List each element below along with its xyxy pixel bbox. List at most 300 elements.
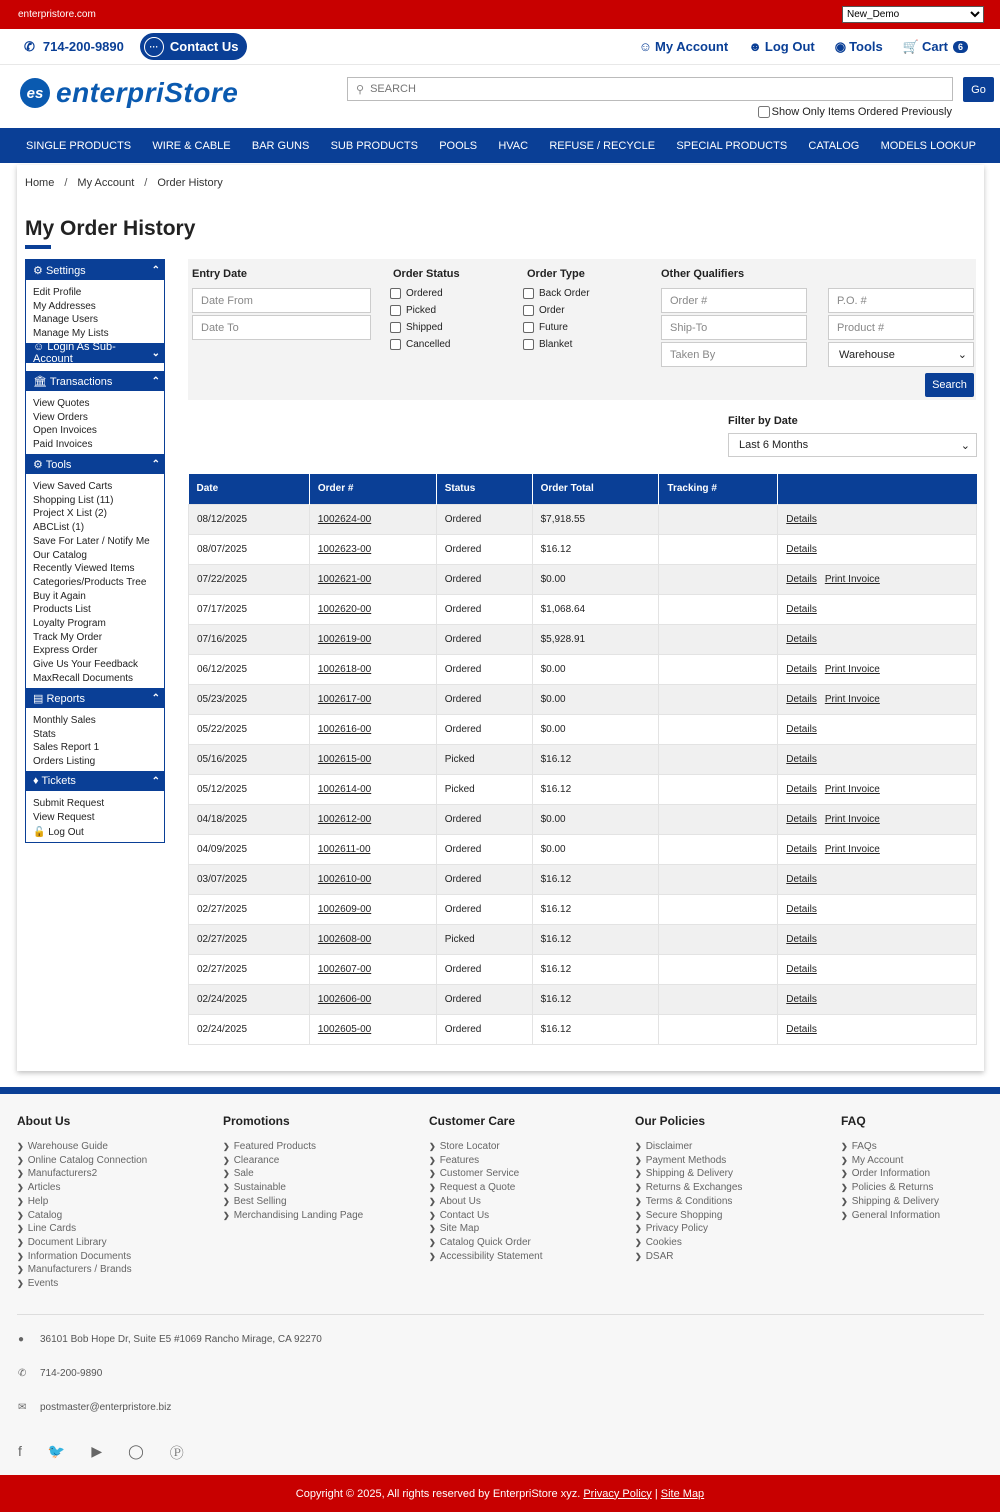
order-total: $0.00 (532, 654, 659, 684)
footer-link[interactable]: ❯ DSAR (635, 1250, 742, 1264)
order-number-link[interactable]: 1002616-00 (317, 723, 372, 735)
footer-link[interactable]: ❯ Store Locator (429, 1140, 543, 1154)
status-checkbox-shipped[interactable]: Shipped (390, 322, 443, 333)
column-header[interactable]: Tracking # (659, 474, 778, 504)
status-checkbox-cancelled[interactable]: Cancelled (390, 339, 450, 350)
sidebar-section-settings[interactable]: ⚙ Settings ⌃ (26, 260, 164, 280)
footer-link[interactable]: ❯ FAQs (841, 1140, 940, 1154)
privacy-policy-link[interactable]: Privacy Policy (583, 1487, 652, 1500)
youtube-icon[interactable]: ▶ (91, 1443, 103, 1459)
eye-icon: ◉ (834, 38, 847, 54)
user-x-icon: ☻ (748, 39, 762, 54)
order-actions (778, 594, 977, 624)
footer-link[interactable]: ❯ Clearance (223, 1154, 363, 1168)
order-status: Ordered (436, 804, 532, 834)
sidebar-item[interactable]: Products List (33, 604, 91, 616)
order-total: $0.00 (532, 834, 659, 864)
sidebar-item[interactable]: Manage My Lists (33, 328, 109, 340)
logo[interactable] (20, 77, 238, 109)
footer-link[interactable]: ❯ Cookies (635, 1236, 742, 1250)
order-number-link[interactable]: 1002607-00 (317, 963, 372, 975)
sidebar-item[interactable]: Project X List (2) (33, 508, 107, 520)
footer-link[interactable]: ❯ Online Catalog Connection (17, 1154, 147, 1168)
order-number-cell (309, 1014, 436, 1044)
sidebar-item[interactable]: Monthly Sales (33, 715, 96, 726)
sidebar-item[interactable]: Paid Invoices (33, 439, 93, 451)
sidebar-section-transactions[interactable]: 🏛 Transactions ⌃ (26, 371, 164, 391)
tracking-number (659, 654, 778, 684)
sidebar-item[interactable]: Loyalty Program (33, 618, 106, 630)
footer (0, 1087, 1000, 1475)
phone-link[interactable]: ✆ 714-200-9890 (24, 38, 124, 54)
social-links (18, 1443, 184, 1463)
site-domain: enterpristore.com (18, 9, 96, 20)
sidebar-item[interactable]: View Saved Carts (33, 481, 113, 492)
nav-item[interactable]: SPECIAL PRODUCTS (676, 139, 788, 152)
order-actions (778, 894, 977, 924)
tracking-number (659, 564, 778, 594)
sidebar-item[interactable]: Orders Listing (33, 756, 96, 768)
footer-link[interactable]: ❯ Information Documents (17, 1250, 147, 1264)
sidebar-section-reports[interactable]: ▤ Reports ⌃ (26, 688, 164, 708)
order-total: $1,068.64 (532, 594, 659, 624)
order-total: $5,928.91 (532, 624, 659, 654)
footer-link[interactable]: ❯ Accessibility Statement (429, 1250, 543, 1264)
order-filter-panel (188, 259, 976, 400)
order-number-cell (309, 624, 436, 654)
order-type-label: Order Type (527, 268, 585, 280)
order-number-cell (309, 564, 436, 594)
order-number-cell (309, 864, 436, 894)
footer-link[interactable]: ❯ Features (429, 1154, 543, 1168)
sidebar-section-tools[interactable]: ⚙ Tools ⌃ (26, 454, 164, 474)
order-number-link[interactable]: 1002617-00 (317, 693, 372, 705)
search-box (347, 77, 953, 101)
account-sidebar (25, 259, 165, 843)
instagram-icon[interactable]: ◯ (128, 1443, 144, 1459)
sidebar-item[interactable]: Edit Profile (33, 287, 82, 298)
order-status: Picked (436, 924, 532, 954)
cart-icon: 🛒 (902, 38, 919, 54)
previously-ordered-filter[interactable]: Show Only Items Ordered Previously (758, 106, 952, 118)
footer-link[interactable]: ❯ General Information (841, 1209, 940, 1223)
order-total: $16.12 (532, 1014, 659, 1044)
search-icon: ⚲ (356, 83, 365, 96)
order-actions (778, 804, 977, 834)
footer-link[interactable]: ❯ Featured Products (223, 1140, 363, 1154)
sidebar-item[interactable]: Open Invoices (33, 425, 97, 437)
details-link[interactable]: Details (786, 723, 817, 735)
details-link[interactable]: Details (786, 513, 817, 525)
nav-item[interactable]: REFUSE / RECYCLE (549, 139, 656, 152)
sidebar-item[interactable]: Categories/Products Tree (33, 576, 147, 588)
footer-link[interactable]: ❯ Order Information (841, 1167, 940, 1181)
order-status: Ordered (436, 504, 532, 534)
table-row (189, 864, 977, 894)
logo-text: enterpriStore (56, 77, 239, 108)
site-map-link[interactable]: Site Map (660, 1487, 705, 1500)
status-checkbox-picked[interactable]: Picked (390, 305, 436, 316)
search-input[interactable] (370, 83, 952, 95)
tracking-number (659, 804, 778, 834)
sidebar-section-tickets[interactable]: ♦ Tickets ⌃ (26, 771, 164, 791)
footer-link[interactable]: ❯ Terms & Conditions (635, 1195, 742, 1209)
tracking-number (659, 834, 778, 864)
footer-link[interactable]: ❯ Manufacturers / Brands (17, 1263, 147, 1277)
footer-link[interactable]: ❯ My Account (841, 1154, 940, 1168)
order-status-label: Order Status (393, 268, 460, 280)
order-actions (778, 1014, 977, 1044)
order-total: $0.00 (532, 714, 659, 744)
footer-link[interactable]: ❯ Document Library (17, 1236, 147, 1250)
order-number-link[interactable]: 1002608-00 (317, 933, 372, 945)
pinterest-icon[interactable]: Ⓟ (169, 1445, 184, 1461)
nav-item[interactable]: POOLS (439, 139, 478, 152)
sidebar-section-login-sub[interactable]: ☺ Login As Sub-Account ⌄ (26, 343, 164, 363)
table-row (189, 624, 977, 654)
tracking-number (659, 504, 778, 534)
gear-icon: ⚙ (33, 458, 43, 471)
sidebar-item[interactable]: Buy it Again (33, 590, 86, 602)
footer-link[interactable]: ❯ Line Cards (17, 1222, 147, 1236)
sidebar-item[interactable]: Track My Order (33, 631, 103, 643)
print-invoice-link[interactable]: Print Invoice (824, 573, 880, 585)
order-number-link[interactable]: 1002615-00 (317, 753, 372, 765)
nav-item[interactable]: HVAC (498, 139, 529, 152)
footer-link[interactable]: ❯ About Us (429, 1195, 543, 1209)
tools-link[interactable]: ◉ Tools (834, 38, 883, 54)
column-header[interactable]: Date (189, 474, 310, 504)
order-number-cell (309, 534, 436, 564)
bar-chart-icon: ▤ (33, 692, 44, 705)
facebook-icon[interactable]: f (18, 1443, 22, 1459)
order-status: Ordered (436, 1014, 532, 1044)
footer-link[interactable]: ❯ Secure Shopping (635, 1209, 742, 1223)
main-nav (0, 128, 1000, 163)
footer-link[interactable]: ❯ Articles (17, 1181, 147, 1195)
sidebar-item[interactable]: Save For Later / Notify Me (33, 535, 150, 547)
sidebar-item[interactable]: ABCList (1) (33, 522, 85, 534)
print-invoice-link[interactable]: Print Invoice (824, 783, 880, 795)
details-link[interactable]: Details (786, 603, 817, 615)
page-title: My Order History (25, 217, 196, 240)
order-total: $16.12 (532, 894, 659, 924)
order-actions (778, 954, 977, 984)
table-row (189, 1014, 977, 1044)
table-row (189, 804, 977, 834)
order-number-link[interactable]: 1002624-00 (317, 513, 372, 525)
my-account-link[interactable]: ☺ My Account (638, 39, 729, 54)
details-link[interactable]: Details (786, 933, 817, 945)
sidebar-item[interactable]: Manage Users (33, 314, 99, 326)
product-number-input[interactable]: Product # (828, 315, 974, 340)
type-checkbox-future[interactable]: Future (523, 322, 568, 333)
order-number-cell (309, 834, 436, 864)
print-invoice-link[interactable]: Print Invoice (824, 663, 880, 675)
footer-link[interactable]: ❯ Returns & Exchanges (635, 1181, 742, 1195)
footer-link[interactable]: ❯ Manufacturers2 (17, 1167, 147, 1181)
footer-link[interactable]: ❯ Disclaimer (635, 1140, 742, 1154)
sidebar-item[interactable]: View Quotes (33, 398, 90, 409)
order-total: $0.00 (532, 804, 659, 834)
chevron-up-icon: ⌃ (151, 264, 160, 276)
po-number-input[interactable]: P.O. # (828, 288, 974, 313)
map-marker-icon: ● (18, 1334, 25, 1345)
column-header (778, 474, 977, 504)
date-from-input[interactable]: Date From (192, 288, 371, 313)
nav-item[interactable]: MODELS LOOKUP (880, 139, 976, 152)
order-date: 07/22/2025 (189, 564, 310, 594)
logo-mark: es (20, 78, 50, 108)
footer-link[interactable]: ❯ Catalog Quick Order (429, 1236, 543, 1250)
sidebar-item[interactable]: Submit Request (33, 798, 105, 809)
nav-item[interactable]: SINGLE PRODUCTS (26, 139, 132, 152)
date-to-input[interactable]: Date To (192, 315, 371, 340)
type-checkbox-order[interactable]: Order (523, 305, 565, 316)
details-link[interactable]: Details (786, 783, 817, 795)
footer-phone[interactable]: ✆ 714-200-9890 (18, 1368, 103, 1379)
order-total: $16.12 (532, 864, 659, 894)
type-checkbox-back-order[interactable]: Back Order (523, 288, 590, 299)
order-total: $16.12 (532, 924, 659, 954)
sidebar-item[interactable]: My Addresses (33, 300, 96, 312)
ticket-icon: ♦ (33, 775, 39, 787)
column-header[interactable]: Order Total (532, 474, 659, 504)
order-status: Ordered (436, 564, 532, 594)
footer-column-title: Promotions (223, 1114, 290, 1128)
nav-item[interactable]: BAR GUNS (251, 139, 310, 152)
footer-link[interactable]: ❯ Best Selling (223, 1195, 363, 1209)
order-number-link[interactable]: 1002609-00 (317, 903, 372, 915)
chat-icon: ··· (144, 37, 164, 57)
type-checkbox-blanket[interactable]: Blanket (523, 339, 572, 350)
order-number-link[interactable]: 1002623-00 (317, 543, 372, 555)
order-status: Ordered (436, 714, 532, 744)
sidebar-item[interactable]: Give Us Your Feedback (33, 659, 139, 671)
order-date: 05/22/2025 (189, 714, 310, 744)
details-link[interactable]: Details (786, 1023, 817, 1035)
contact-us-button[interactable]: ··· Contact Us (140, 33, 247, 60)
nav-item[interactable]: SUB PRODUCTS (330, 139, 418, 152)
details-link[interactable]: Details (786, 993, 817, 1005)
order-date: 04/09/2025 (189, 834, 310, 864)
status-checkbox-ordered[interactable]: Ordered (390, 288, 443, 299)
chevron-down-icon: ⌄ (957, 349, 967, 361)
order-number-link[interactable]: 1002618-00 (317, 663, 372, 675)
print-invoice-link[interactable]: Print Invoice (824, 813, 880, 825)
details-link[interactable]: Details (786, 753, 817, 765)
footer-column (429, 1114, 543, 1263)
order-number-link[interactable]: 1002620-00 (317, 603, 372, 615)
footer-link[interactable]: ❯ Catalog (17, 1209, 147, 1223)
order-date: 07/16/2025 (189, 624, 310, 654)
tracking-number (659, 714, 778, 744)
warehouse-select[interactable]: Warehouse ⌄ (828, 342, 974, 367)
go-button[interactable]: Go (963, 77, 994, 102)
sidebar-item[interactable]: View Orders (33, 411, 88, 423)
footer-column-title: Our Policies (635, 1114, 706, 1128)
details-link[interactable]: Details (786, 843, 817, 855)
footer-link[interactable]: ❯ Shipping & Delivery (635, 1167, 742, 1181)
order-number-link[interactable]: 1002614-00 (317, 783, 372, 795)
print-invoice-link[interactable]: Print Invoice (824, 693, 880, 705)
table-row (189, 534, 977, 564)
sidebar-item[interactable]: Recently Viewed Items (33, 563, 135, 575)
footer-link[interactable]: ❯ Policies & Returns (841, 1181, 940, 1195)
table-row (189, 564, 977, 594)
lock-icon: 🔓 (33, 827, 46, 839)
order-date: 04/18/2025 (189, 804, 310, 834)
sidebar-item[interactable]: Our Catalog (33, 549, 87, 561)
details-link[interactable]: Details (786, 633, 817, 645)
order-number-input[interactable]: Order # (661, 288, 807, 313)
order-date: 08/12/2025 (189, 504, 310, 534)
tracking-number (659, 594, 778, 624)
chevron-up-icon: ⌃ (151, 775, 160, 787)
details-link[interactable]: Details (786, 543, 817, 555)
chevron-down-icon: ⌄ (960, 439, 970, 452)
footer-column-title: FAQ (841, 1114, 866, 1128)
tracking-number (659, 534, 778, 564)
search-button[interactable]: Search (925, 373, 974, 397)
order-actions (778, 624, 977, 654)
envelope-icon: ✉ (18, 1402, 27, 1413)
breadcrumb-current: Order History (157, 177, 223, 189)
order-total: $16.12 (532, 954, 659, 984)
tracking-number (659, 984, 778, 1014)
tracking-number (659, 774, 778, 804)
print-invoice-link[interactable]: Print Invoice (824, 843, 880, 855)
date-range-select[interactable]: Last 6 Months ⌄ (728, 433, 977, 457)
order-status: Ordered (436, 954, 532, 984)
bank-icon: 🏛 (33, 375, 47, 388)
order-number-cell (309, 804, 436, 834)
tracking-number (659, 894, 778, 924)
sidebar-item[interactable]: MaxRecall Documents (33, 672, 134, 684)
order-number-cell (309, 714, 436, 744)
sidebar-item[interactable]: Express Order (33, 645, 98, 657)
log-out-link[interactable]: ☻ Log Out (748, 39, 815, 54)
order-actions (778, 564, 977, 594)
order-number-link[interactable]: 1002610-00 (317, 873, 372, 885)
order-status: Picked (436, 774, 532, 804)
order-actions (778, 714, 977, 744)
details-link[interactable]: Details (786, 903, 817, 915)
footer-link[interactable]: ❯ Contact Us (429, 1209, 543, 1223)
table-header-row (189, 474, 977, 504)
order-date: 02/27/2025 (189, 954, 310, 984)
top-bar (0, 0, 1000, 29)
header (0, 65, 1000, 128)
sidebar-item[interactable]: View Request (33, 811, 95, 823)
order-actions (778, 744, 977, 774)
order-date: 02/27/2025 (189, 894, 310, 924)
cart-count-badge: 6 (953, 41, 968, 53)
footer-link[interactable]: ❯ Customer Service (429, 1167, 543, 1181)
copyright-bar: Copyright © 2025, All rights reserved by EnterpriStore xyz. Privacy Policy | Site Map (0, 1475, 1000, 1512)
order-date: 06/12/2025 (189, 654, 310, 684)
footer-email[interactable]: ✉ postmaster@enterpristore.biz (18, 1402, 172, 1413)
details-link[interactable]: Details (786, 873, 817, 885)
user-icon: ☺ (638, 39, 653, 54)
nav-item[interactable]: WIRE & CABLE (152, 139, 231, 152)
order-status: Ordered (436, 654, 532, 684)
footer-link[interactable]: ❯ Shipping & Delivery (841, 1195, 940, 1209)
order-number-link[interactable]: 1002606-00 (317, 993, 372, 1005)
column-header[interactable]: Order # (309, 474, 436, 504)
order-number-cell (309, 924, 436, 954)
store-select[interactable] (842, 6, 984, 23)
column-header[interactable]: Status (436, 474, 532, 504)
tracking-number (659, 864, 778, 894)
breadcrumb-account[interactable]: My Account (77, 177, 135, 189)
footer-link[interactable]: ❯ Events (17, 1277, 147, 1291)
tracking-number (659, 684, 778, 714)
footer-link[interactable]: ❯ Payment Methods (635, 1154, 742, 1168)
footer-column-title: About Us (17, 1114, 71, 1128)
breadcrumb-home[interactable]: Home (25, 177, 55, 189)
footer-link[interactable]: ❯ Warehouse Guide (17, 1140, 147, 1154)
title-underline (25, 245, 51, 249)
footer-link[interactable]: ❯ Merchandising Landing Page (223, 1209, 363, 1223)
footer-link[interactable]: ❯ Request a Quote (429, 1181, 543, 1195)
footer-link[interactable]: ❯ Sustainable (223, 1181, 363, 1195)
sidebar-item[interactable]: Shopping List (11) (33, 494, 114, 506)
ship-to-input[interactable]: Ship-To (661, 315, 807, 340)
details-link[interactable]: Details (786, 963, 817, 975)
nav-item[interactable]: CATALOG (808, 139, 860, 152)
twitter-icon[interactable]: 🐦 (47, 1443, 66, 1459)
order-number-link[interactable]: 1002619-00 (317, 633, 372, 645)
order-date: 02/27/2025 (189, 924, 310, 954)
footer-link[interactable]: ❯ Help (17, 1195, 147, 1209)
footer-link[interactable]: ❯ Sale (223, 1167, 363, 1181)
phone-icon: ✆ (24, 38, 35, 54)
order-status: Ordered (436, 594, 532, 624)
sidebar-logout[interactable]: 🔓 Log Out (33, 827, 84, 839)
details-link[interactable]: Details (786, 813, 817, 825)
order-number-link[interactable]: 1002611-00 (317, 843, 371, 855)
order-number-link[interactable]: 1002621-00 (317, 573, 372, 585)
order-actions (778, 834, 977, 864)
order-total: $16.12 (532, 744, 659, 774)
details-link[interactable]: Details (786, 663, 817, 675)
order-number-cell (309, 954, 436, 984)
order-status: Ordered (436, 834, 532, 864)
order-status: Ordered (436, 624, 532, 654)
cart-link[interactable]: 🛒 Cart 6 (903, 39, 968, 55)
footer-link[interactable]: ❯ Site Map (429, 1222, 543, 1236)
table-row (189, 744, 977, 774)
tracking-number (659, 744, 778, 774)
tracking-number (659, 1014, 778, 1044)
table-row (189, 774, 977, 804)
sidebar-item[interactable]: Sales Report 1 (33, 742, 100, 754)
order-number-link[interactable]: 1002605-00 (317, 1023, 372, 1035)
other-qualifiers-label: Other Qualifiers (661, 268, 745, 280)
previously-ordered-checkbox[interactable] (758, 106, 770, 118)
sidebar-item[interactable]: Stats (33, 728, 56, 740)
details-link[interactable]: Details (786, 573, 817, 585)
order-number-link[interactable]: 1002612-00 (317, 813, 372, 825)
order-number-cell (309, 984, 436, 1014)
taken-by-input[interactable]: Taken By (661, 342, 807, 367)
order-total: $0.00 (532, 564, 659, 594)
footer-link[interactable]: ❯ Privacy Policy (635, 1222, 742, 1236)
details-link[interactable]: Details (786, 693, 817, 705)
order-date: 03/07/2025 (189, 864, 310, 894)
table-row (189, 834, 977, 864)
